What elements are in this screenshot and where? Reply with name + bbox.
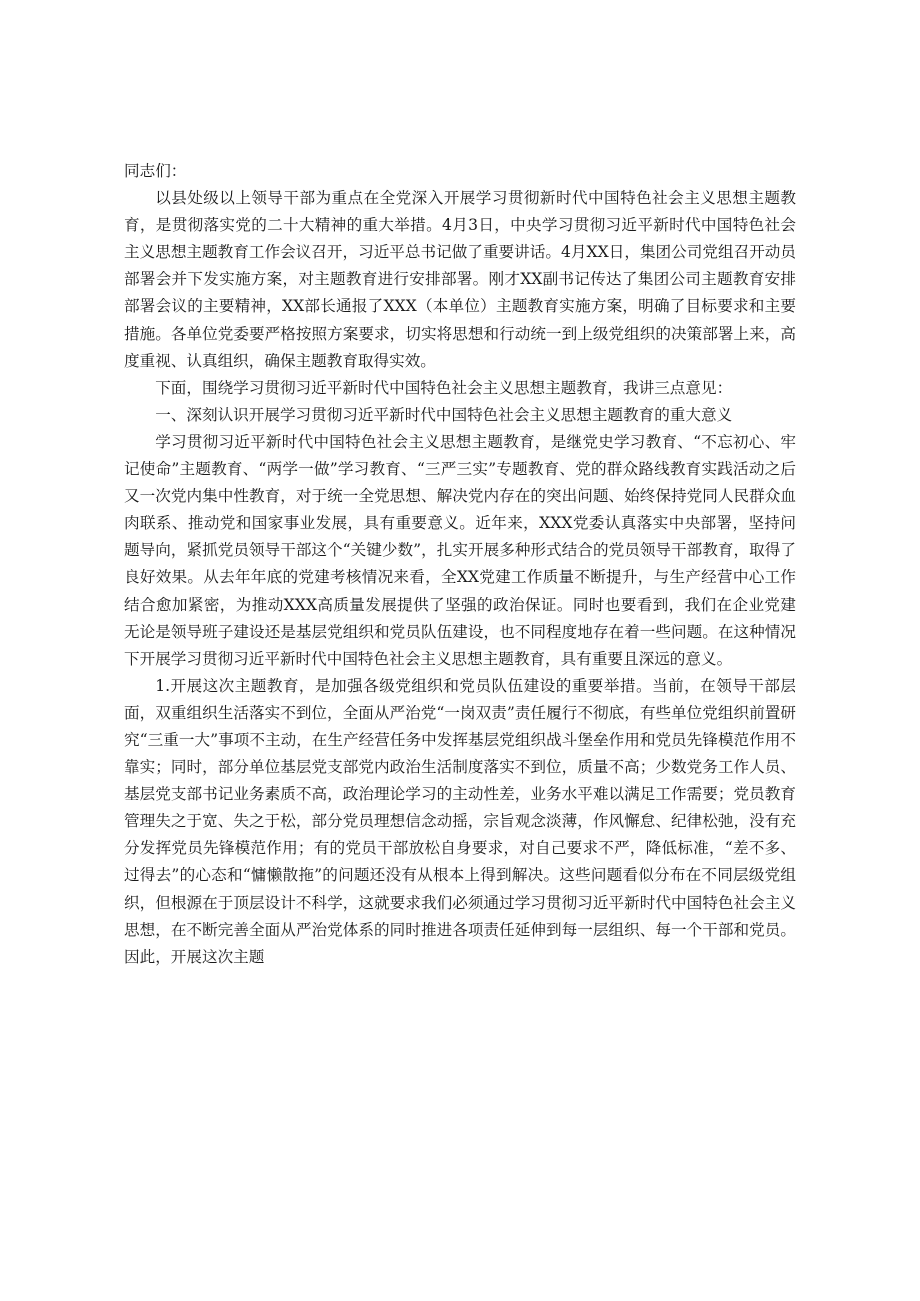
document-page [124, 158, 796, 971]
paragraph-transition: 下面，围绕学习贯彻习近平新时代中国特色社会主义思想主题教育，我讲三点意见： [155, 378, 733, 397]
paragraph-point-1: 1.开展这次主题教育，是加强各级党组织和党员队伍建设的重要举措。当前，在领导干部层面，双重组织生活落实不到位，全面从严治党“一岗双责”责任履行不彻底，有些单位党组织前置研究“三重一大”事项不主动，在生产经营任务中发挥基层党组织战斗堡垒作用和党员先锋模范作用不靠实；同时，部分单位基层党支部党内政治生活制度落实不到位，质量不高；少数党务工作人员、基层党支部书记业务素质不高，政治理论学习的主动性差，业务水平难以满足工作需要；党员教育管理失之于宽、失之于松，部分党员理想信念动摇，宗旨观念淡薄，作风懈怠、纪律松弛，没有充分发挥党员先锋模范作用；有的党员干部放松自身要求，对自己要求不严，降低标准，“差不多、过得去”的心态和“慵懒散拖”的问题还没有从根本上得到解决。这些问题看似分布在不同层级党组织，但根源在于顶层设计不科学，这就要求我们必须通过学习贯彻习近平新时代中国特色社会主义思想，在不断完善全面从严治党体系的同时推进各项责任延伸到每一层组织、每一个干部和党员。因此，开展这次主题 [124, 676, 796, 966]
paragraph-significance: 学习贯彻习近平新时代中国特色社会主义思想主题教育，是继党史学习教育、“不忘初心、牢记使命”主题教育、“两学一做”学习教育、“三严三实”专题教育、党的群众路线教育实践活动之后又一次党内集中性教育，对于统一全党思想、解决党内存在的突出问题、始终保持党同人民群众血肉联系、推动党和国家事业发展，具有重要意义。近年来，XXX党委认真落实中央部署，坚持问题导向，紧抓党员领导干部这个“关键少数”，扎实开展多种形式结合的党员领导干部教育，取得了良好效果。从去年年底的党建考核情况来看，全XX党建工作质量不断提升，与生产经营中心工作结合愈加紧密，为推动XXX高质量发展提供了坚强的政治保证。同时也要看到，我们在企业党建无论是领导班子建设还是基层党组织和党员队伍建设，也不同程度地存在着一些问题。在这种情况下开展学习贯彻习近平新时代中国特色社会主义思想主题教育，具有重要且深远的意义。 [124, 432, 796, 668]
paragraph-intro: 以县处级以上领导干部为重点在全党深入开展学习贯彻新时代中国特色社会主义思想主题教育，是贯彻落实党的二十大精神的重大举措。4月3日，中央学习贯彻习近平新时代中国特色社会主义思想主题教育工作会议召开，习近平总书记做了重要讲话。4月XX日，集团公司党组召开动员部署会并下发实施方案，对主题教育进行安排部署。刚才XX副书记传达了集团公司主题教育安排部署会议的主要精神，XX部长通报了XXX（本单位）主题教育实施方案，明确了目标要求和主要措施。各单位党委要严格按照方案要求，切实将思想和行动统一到上级党组织的决策部署上来，高度重视、认真组织，确保主题教育取得实效。 [124, 189, 796, 370]
section-heading-1: 一、深刻认识开展学习贯彻习近平新时代中国特色社会主义思想主题教育的重大意义 [155, 405, 733, 424]
salutation: 同志们： [124, 162, 187, 180]
